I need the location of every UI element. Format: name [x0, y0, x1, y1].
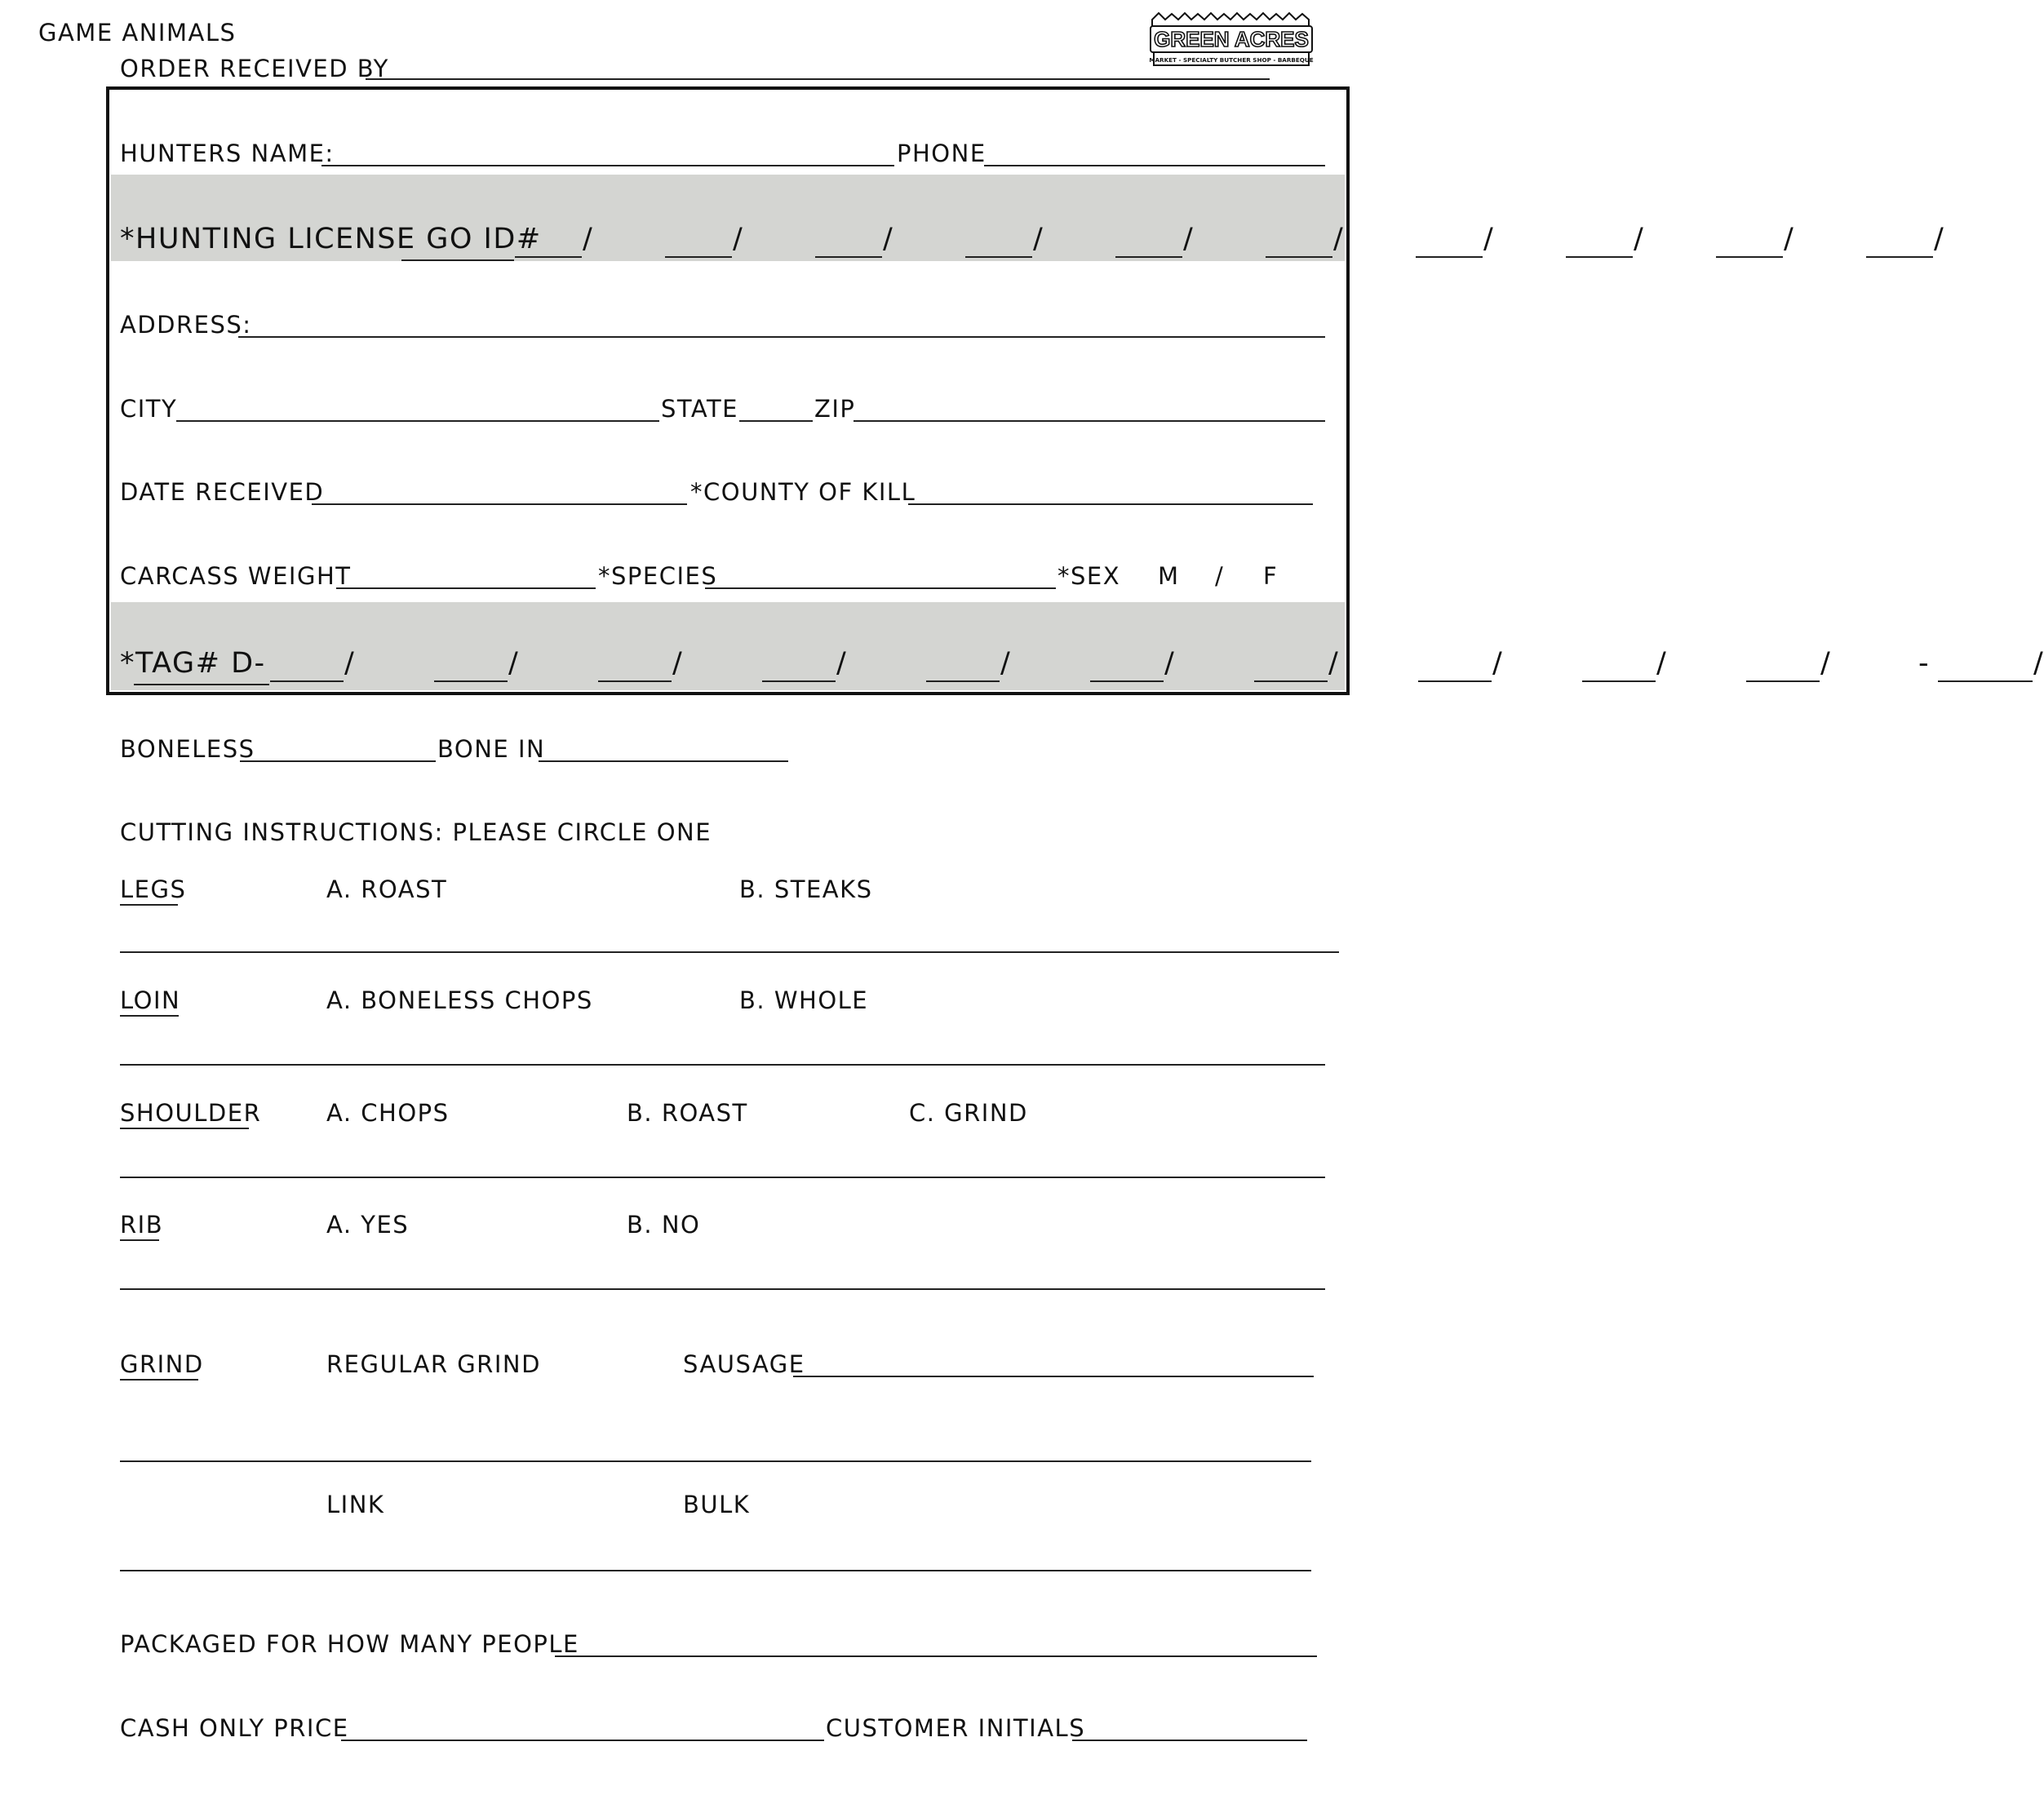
date-received-field[interactable] [312, 503, 687, 505]
loin-option-boneless-chops[interactable]: A. BONELESS CHOPS [326, 986, 593, 1014]
tag-slash: / [1656, 647, 1668, 680]
cash-only-price-field[interactable] [341, 1740, 824, 1741]
shoulder-option-roast[interactable]: B. ROAST [627, 1099, 748, 1127]
go-id-slash: / [1934, 223, 1945, 255]
go-id-segment[interactable] [1716, 256, 1783, 258]
go-id-slash: / [1634, 223, 1645, 255]
bone-in-field[interactable] [539, 760, 788, 762]
tag-segment[interactable] [1746, 680, 1820, 682]
logo-name: GREEN ACRES [1154, 27, 1309, 51]
county-of-kill-label: *COUNTY OF KILL [690, 478, 916, 506]
tag-dash: - [1918, 647, 1931, 680]
sex-separator: / [1215, 562, 1225, 590]
tag-segment[interactable] [762, 680, 836, 682]
tag-slash: / [1164, 647, 1176, 680]
grind-notes-line[interactable] [120, 1460, 1311, 1462]
state-label: STATE [661, 395, 738, 423]
go-id-segment[interactable] [815, 256, 882, 258]
go-id-underline [401, 259, 514, 261]
hunting-license-prefix: *HUNTING LICENSE [120, 223, 427, 255]
rib-notes-line[interactable] [120, 1288, 1325, 1290]
go-id-slash: / [733, 223, 744, 255]
loin-option-whole[interactable]: B. WHOLE [739, 986, 869, 1014]
green-acres-logo [1147, 10, 1315, 70]
tag-slash: / [672, 647, 684, 680]
sausage-notes-line[interactable] [120, 1570, 1311, 1571]
tag-slash: / [344, 647, 356, 680]
rib-underline [120, 1239, 159, 1241]
sex-label: *SEX [1057, 562, 1121, 590]
hunters-name-label: HUNTERS NAME: [120, 140, 335, 167]
go-id-segment[interactable] [1266, 256, 1332, 258]
loin-label: LOIN [120, 986, 181, 1014]
bone-in-label: BONE IN [437, 735, 546, 763]
sausage-option-link[interactable]: LINK [326, 1491, 385, 1518]
go-id-slash: / [1183, 223, 1195, 255]
rib-label: RIB [120, 1211, 164, 1239]
tag-segment[interactable] [1418, 680, 1492, 682]
hunters-name-field[interactable] [321, 165, 894, 166]
tag-segment[interactable] [1254, 680, 1328, 682]
go-id-label: GO ID# [426, 223, 542, 255]
legs-notes-line[interactable] [120, 951, 1339, 953]
tag-segment[interactable] [1582, 680, 1656, 682]
tag-final-segment[interactable] [1938, 680, 2033, 682]
sausage-option-bulk[interactable]: BULK [683, 1491, 751, 1518]
go-id-slash: / [583, 223, 594, 255]
sex-option-m[interactable]: M [1158, 562, 1180, 590]
go-id-slash: / [1483, 223, 1495, 255]
hunting-license-label [120, 222, 542, 256]
logo-tagline: MARKET - SPECIALTY BUTCHER SHOP - BARBEQUE [1149, 56, 1314, 64]
form-title: GAME ANIMALS [38, 19, 237, 47]
tag-final-slash: / [2033, 647, 2044, 680]
tag-underline [134, 684, 269, 685]
shoulder-label: SHOULDER [120, 1099, 262, 1127]
zip-label: ZIP [814, 395, 856, 423]
cutting-instructions-heading: CUTTING INSTRUCTIONS: PLEASE CIRCLE ONE [120, 818, 712, 846]
grind-option-regular[interactable]: REGULAR GRIND [326, 1350, 541, 1378]
county-of-kill-field[interactable] [908, 503, 1313, 505]
species-field[interactable] [705, 587, 1056, 589]
address-label: ADDRESS: [120, 311, 252, 339]
go-id-slash: / [883, 223, 894, 255]
go-id-slash: / [1333, 223, 1345, 255]
loin-underline [120, 1015, 179, 1017]
packaged-for-field[interactable] [555, 1655, 1317, 1657]
tag-segment[interactable] [926, 680, 1000, 682]
phone-label: PHONE [897, 140, 987, 167]
go-id-segment[interactable] [515, 256, 582, 258]
grind-underline [120, 1379, 198, 1381]
customer-initials-field[interactable] [1072, 1740, 1307, 1741]
sex-option-f[interactable]: F [1263, 562, 1279, 590]
tag-segment[interactable] [1090, 680, 1164, 682]
order-received-by-label: ORDER RECEIVED BY [120, 55, 389, 82]
shoulder-option-chops[interactable]: A. CHOPS [326, 1099, 450, 1127]
carcass-weight-label: CARCASS WEIGHT [120, 562, 352, 590]
legs-underline [120, 904, 178, 906]
shoulder-notes-line[interactable] [120, 1177, 1325, 1178]
legs-label: LEGS [120, 875, 187, 903]
grind-option-sausage[interactable]: SAUSAGE [683, 1350, 805, 1378]
tag-slash: / [1492, 647, 1504, 680]
phone-field[interactable] [984, 165, 1325, 166]
go-id-segment[interactable] [1566, 256, 1633, 258]
tag-segment[interactable] [434, 680, 508, 682]
tag-star: * [120, 647, 135, 680]
grind-label: GRIND [120, 1350, 204, 1378]
sausage-field[interactable] [793, 1376, 1314, 1377]
order-received-by-field[interactable] [366, 78, 1270, 80]
loin-notes-line[interactable] [120, 1064, 1325, 1066]
cash-only-price-label: CASH ONLY PRICE [120, 1714, 349, 1742]
address-field[interactable] [238, 336, 1325, 338]
carcass-weight-field[interactable] [336, 587, 596, 589]
city-label: CITY [120, 395, 178, 423]
legs-option-roast[interactable]: A. ROAST [326, 875, 448, 903]
tag-segment[interactable] [270, 680, 344, 682]
tag-label [120, 646, 266, 680]
customer-initials-label: CUSTOMER INITIALS [826, 1714, 1086, 1742]
tag-band [111, 602, 1345, 690]
date-received-label: DATE RECEIVED [120, 478, 325, 506]
tag-text: TAG# D- [135, 647, 266, 680]
go-id-segment[interactable] [965, 256, 1032, 258]
tag-segment[interactable] [598, 680, 672, 682]
shoulder-option-grind[interactable]: C. GRIND [909, 1099, 1028, 1127]
species-label: *SPECIES [598, 562, 718, 590]
shoulder-underline [120, 1128, 249, 1129]
go-id-segment[interactable] [665, 256, 732, 258]
go-id-slash: / [1033, 223, 1044, 255]
go-id-segment[interactable] [1416, 256, 1483, 258]
state-field[interactable] [739, 420, 813, 422]
go-id-slash: / [1784, 223, 1795, 255]
tag-slash: / [1000, 647, 1012, 680]
zip-field[interactable] [854, 420, 1325, 422]
boneless-label: BONELESS [120, 735, 255, 763]
rib-option-no[interactable]: B. NO [627, 1211, 701, 1239]
tag-slash: / [1820, 647, 1832, 680]
boneless-field[interactable] [240, 760, 436, 762]
rib-option-yes[interactable]: A. YES [326, 1211, 410, 1239]
packaged-for-label: PACKAGED FOR HOW MANY PEOPLE [120, 1630, 579, 1658]
city-field[interactable] [176, 420, 659, 422]
tag-slash: / [836, 647, 848, 680]
tag-slash: / [1328, 647, 1340, 680]
legs-option-steaks[interactable]: B. STEAKS [739, 875, 873, 903]
go-id-segment[interactable] [1115, 256, 1182, 258]
go-id-segment[interactable] [1866, 256, 1933, 258]
tag-slash: / [508, 647, 520, 680]
